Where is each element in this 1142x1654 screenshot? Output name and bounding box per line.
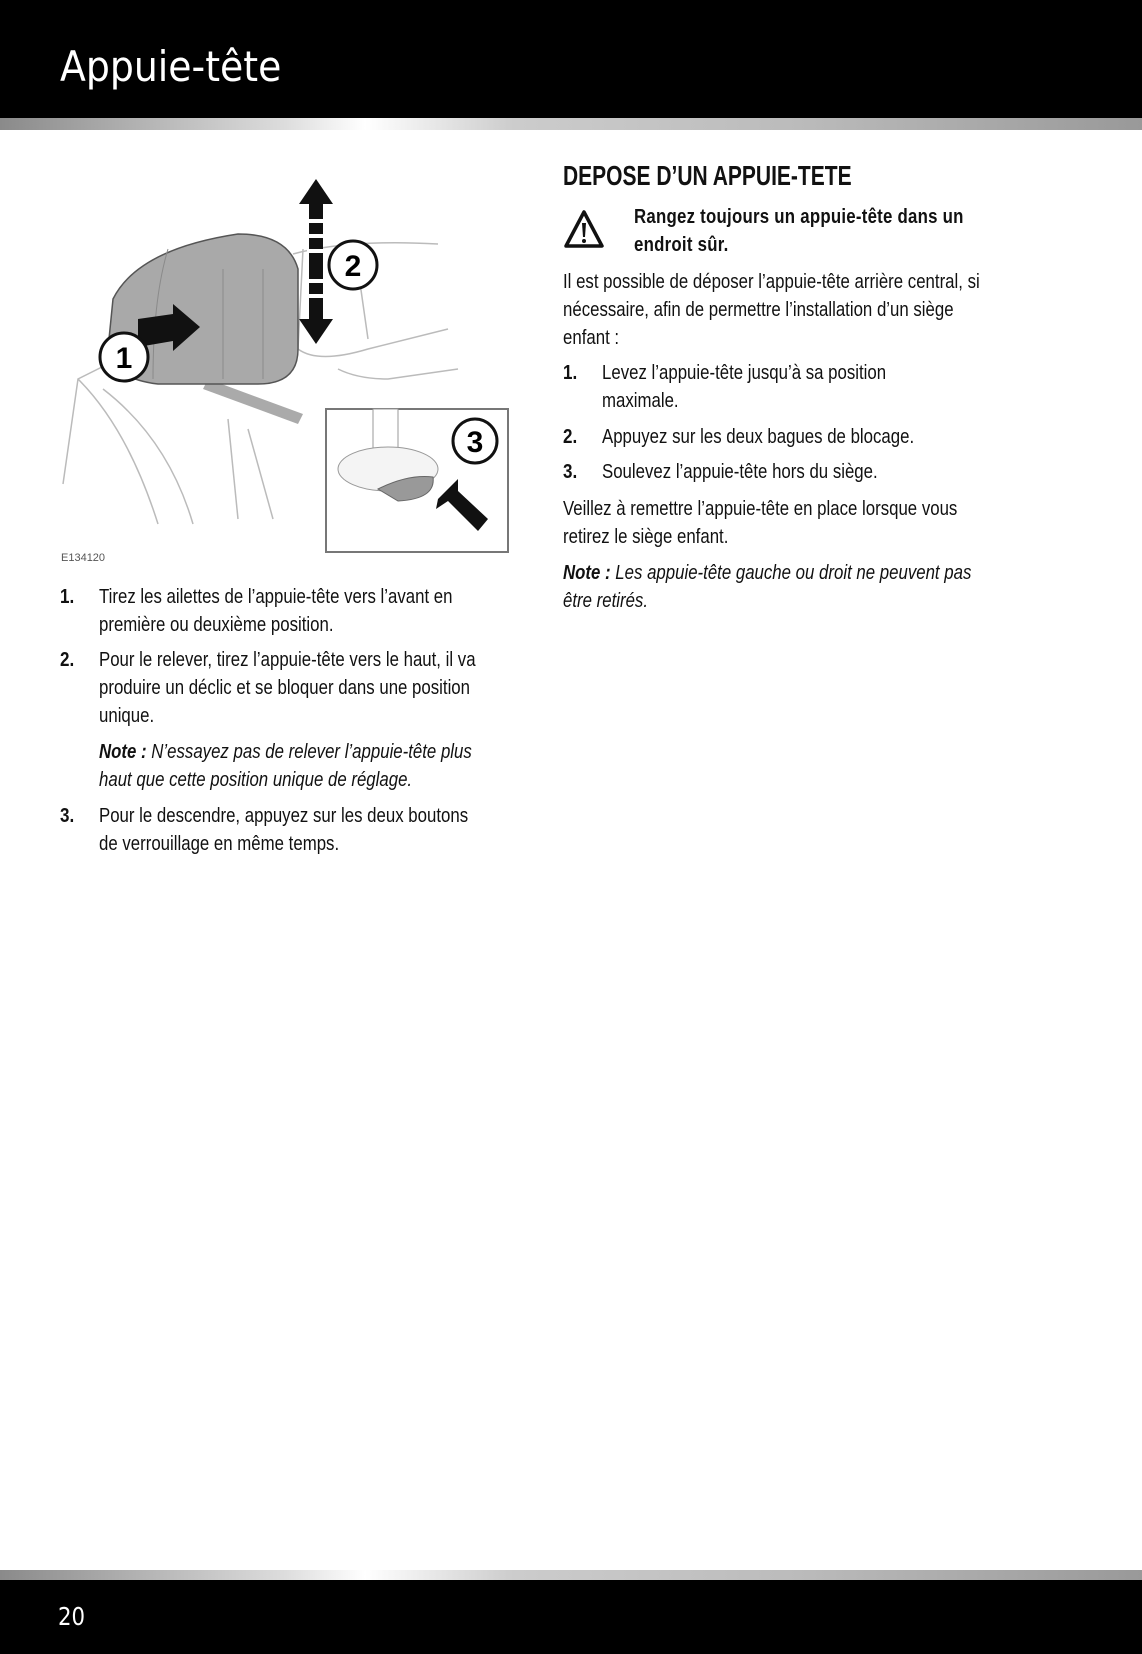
header-divider [0,118,1142,130]
left-note [99,738,509,794]
step-number: 1. [563,362,578,384]
figure-code: E134120 [61,552,106,564]
left-step-3: Pour le descendre, appuyez sur les deux boutons de verrouillage en même temps. [99,804,469,855]
section-heading: DEPOSE D’UN APPUIE-TETE [563,160,852,191]
note-label: Note : [563,561,611,584]
step-number: 2. [60,649,75,671]
warning-icon [563,209,605,249]
step-number: 3. [563,461,578,483]
note-text: Les appuie-tête gauche ou droit ne peuvent pas être retirés. [563,561,972,612]
right-step-1: Levez l’appuie-tête jusqu’à sa position maximale. [602,361,887,412]
note-text: N’essayez pas de relever l’appuie-tête plus haut que cette position unique de réglage. [99,740,472,791]
page-title: Appuie-tête [60,42,282,91]
page-number: 20 [58,1602,86,1631]
page-footer [0,1580,1142,1654]
note-label: Note : [99,740,147,763]
page-header [0,0,1142,118]
intro-text: Il est possible de déposer l’appuie-tête arrière central, si nécessaire, afin de permettre l’installation d’un siège enfant : [563,270,980,349]
callout-2: 2 [344,250,362,283]
right-step-3: Soulevez l’appuie-tête hors du siège. [602,460,878,483]
right-note [563,559,998,615]
step-number: 2. [563,426,578,448]
right-step-2: Appuyez sur les deux bagues de blocage. [602,425,915,448]
callout-1: 1 [115,342,133,375]
warning-text: Rangez toujours un appuie-tête dans un endroit sûr. [634,205,964,256]
outro-text: Veillez à remettre l’appuie-tête en place lorsque vous retirez le siège enfant. [563,497,958,548]
step-number: 1. [60,586,75,608]
left-step-2: Pour le relever, tirez l’appuie-tête vers le haut, il va produire un déclic et se bloquer dans une position unique. [99,648,476,727]
step-number: 3. [60,805,75,827]
callout-3: 3 [466,426,484,459]
left-step-1: Tirez les ailettes de l’appuie-tête vers l’avant en première ou deuxième position. [99,585,453,636]
headrest-illustration [58,179,516,565]
